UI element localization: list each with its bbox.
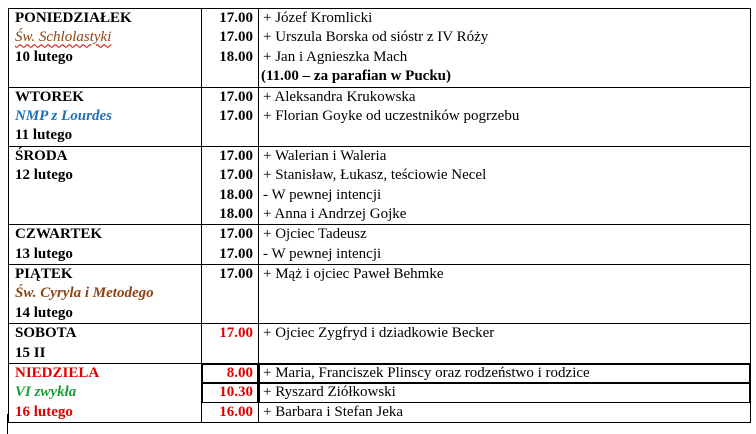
mass-intention: + Józef Kromlicki xyxy=(263,10,373,26)
day-date: 11 lutego xyxy=(15,127,73,144)
mass-time: 17.00 xyxy=(219,29,253,46)
schedule-table xyxy=(8,8,751,423)
mass-time: 17.00 xyxy=(219,226,253,243)
mass-time: 17.00 xyxy=(219,245,253,262)
day-row-tuesday xyxy=(9,87,751,146)
day-name: CZWARTEK xyxy=(15,226,102,243)
intention-cell xyxy=(259,324,751,364)
day-date: 10 lutego xyxy=(15,48,73,65)
time-cell xyxy=(202,265,259,324)
day-cell xyxy=(9,9,202,88)
mass-time: 17.00 xyxy=(219,147,253,164)
mass-time: 8.00 xyxy=(202,364,258,383)
mass-time: 16.00 xyxy=(219,403,253,420)
day-row-wednesday xyxy=(9,146,751,225)
time-cell xyxy=(202,9,259,88)
feast-name: NMP z Lourdes xyxy=(15,107,112,124)
mass-intention: + Walerian i Waleria xyxy=(263,147,387,164)
day-row-sunday xyxy=(9,364,751,423)
mass-intention: - W pewnej intencji xyxy=(263,186,382,203)
mass-intention: + Anna i Andrzej Gojke xyxy=(263,205,407,222)
intention-cell xyxy=(259,87,751,146)
mass-time: 17.00 xyxy=(219,325,253,342)
feast-name: Św. Schlolastyki xyxy=(15,29,112,46)
mass-time: 17.00 xyxy=(219,10,253,26)
mass-intention: + Urszula Borska od sióstr z IV Róży xyxy=(263,29,489,46)
mass-intention: + Barbara i Stefan Jeka xyxy=(263,403,404,420)
mass-intention: + Aleksandra Krukowska xyxy=(263,88,416,105)
mass-time: 17.00 xyxy=(219,266,253,283)
day-cell xyxy=(9,364,202,423)
puck-note: (11.00 – za parafian w Pucku) xyxy=(261,68,452,85)
mass-time: 18.00 xyxy=(219,205,253,222)
day-name: NIEDZIELA xyxy=(15,365,100,382)
mass-time: 18.00 xyxy=(219,48,253,65)
day-name: WTOREK xyxy=(15,88,84,105)
mass-intention: + Stanisław, Łukasz, teściowie Necel xyxy=(263,167,487,184)
time-cell xyxy=(202,364,259,423)
day-date: 14 lutego xyxy=(15,304,73,321)
mass-time: 17.00 xyxy=(219,167,253,184)
mass-intention: + Mąż i ojciec Paweł Behmke xyxy=(263,266,444,283)
time-cell xyxy=(202,146,259,225)
mass-time: 10.30 xyxy=(202,383,258,402)
mass-intention: + Jan i Agnieszka Mach xyxy=(263,48,408,65)
day-cell xyxy=(9,146,202,225)
day-name: SOBOTA xyxy=(15,325,77,342)
mass-schedule xyxy=(8,8,751,423)
day-name: PONIEDZIAŁEK xyxy=(15,10,132,26)
day-cell xyxy=(9,265,202,324)
day-date: 15 II xyxy=(15,344,46,361)
day-cell xyxy=(9,87,202,146)
day-row-thursday xyxy=(9,225,751,265)
day-name: PIĄTEK xyxy=(15,266,73,283)
intention-cell xyxy=(259,364,751,423)
time-cell xyxy=(202,225,259,265)
mass-intention: + Ojciec Tadeusz xyxy=(263,226,367,243)
mass-time: 18.00 xyxy=(219,186,253,203)
intention-cell xyxy=(259,265,751,324)
day-row-saturday xyxy=(9,324,751,364)
mass-intention: + Ryszard Ziółkowski xyxy=(259,383,750,402)
day-row-friday xyxy=(9,265,751,324)
mass-intention: + Florian Goyke od uczestników pogrzebu xyxy=(263,107,520,124)
feast-name: VI zwykła xyxy=(15,384,77,401)
intention-cell xyxy=(259,225,751,265)
time-cell xyxy=(202,324,259,364)
intention-cell xyxy=(259,146,751,225)
mass-time: 17.00 xyxy=(219,88,253,105)
mass-intention: - W pewnej intencji xyxy=(263,245,382,262)
day-date: 16 lutego xyxy=(15,403,73,420)
mass-time: 17.00 xyxy=(219,107,253,124)
intention-cell xyxy=(259,9,751,88)
day-date: 12 lutego xyxy=(15,167,73,184)
time-cell xyxy=(202,87,259,146)
page-border-line xyxy=(7,414,8,434)
mass-intention: + Ojciec Zygfryd i dziadkowie Becker xyxy=(263,325,495,342)
day-cell xyxy=(9,324,202,364)
day-date: 13 lutego xyxy=(15,245,73,262)
feast-name: Św. Cyryla i Metodego xyxy=(15,285,154,302)
day-row-monday xyxy=(9,9,751,88)
day-cell xyxy=(9,225,202,265)
day-name: ŚRODA xyxy=(15,147,68,164)
mass-intention: + Maria, Franciszek Plinscy oraz rodzeństwo i rodzice xyxy=(259,364,750,383)
